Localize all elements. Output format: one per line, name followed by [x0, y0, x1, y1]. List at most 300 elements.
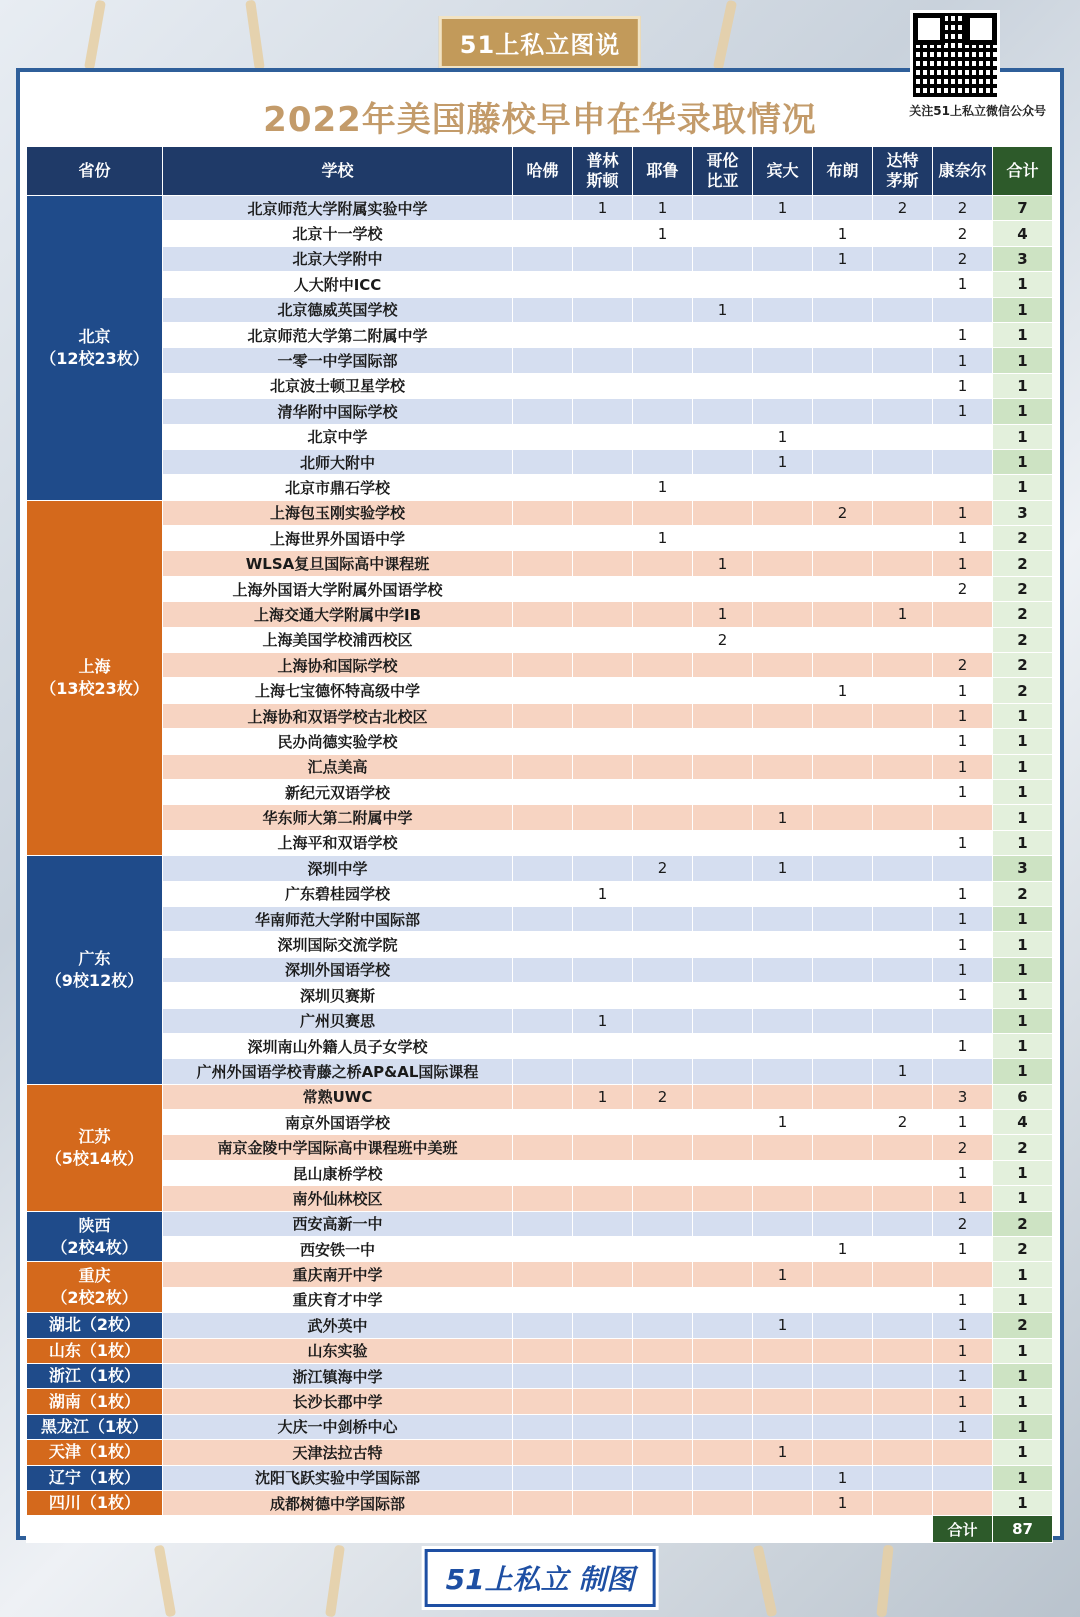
count-cell — [873, 221, 933, 246]
count-cell — [753, 526, 813, 551]
school-name: 民办尚德实验学校 — [163, 729, 513, 754]
count-cell — [513, 1363, 573, 1388]
count-cell — [753, 1389, 813, 1414]
header-province: 省份 — [27, 147, 163, 196]
school-name: 北京德威英国学校 — [163, 297, 513, 322]
background-stick — [84, 0, 106, 70]
count-cell — [753, 754, 813, 779]
count-cell: 1 — [753, 449, 813, 474]
count-cell — [573, 1262, 633, 1287]
count-cell — [573, 272, 633, 297]
province-cell: 浙江（1枚） — [27, 1363, 163, 1388]
count-cell — [573, 1237, 633, 1262]
count-cell — [513, 576, 573, 601]
count-cell — [813, 602, 873, 627]
count-cell — [633, 1160, 693, 1185]
school-name: 上海协和国际学校 — [163, 653, 513, 678]
count-cell — [633, 1008, 693, 1033]
count-cell — [813, 1084, 873, 1109]
count-cell — [633, 424, 693, 449]
count-cell: 1 — [933, 373, 993, 398]
brand-badge-top: 51上私立图说 — [439, 16, 641, 69]
count-cell — [753, 1135, 813, 1160]
row-total: 1 — [993, 830, 1053, 855]
count-cell — [873, 729, 933, 754]
school-name: 西安高新一中 — [163, 1211, 513, 1236]
count-cell: 1 — [933, 881, 993, 906]
count-cell — [573, 475, 633, 500]
count-cell — [873, 322, 933, 347]
count-cell — [873, 932, 933, 957]
count-cell — [513, 1033, 573, 1058]
count-cell — [513, 1110, 573, 1135]
header-cornell: 康奈尔 — [933, 147, 993, 196]
count-cell — [633, 576, 693, 601]
count-cell — [753, 983, 813, 1008]
table-row — [27, 932, 1053, 957]
count-cell — [933, 1465, 993, 1490]
count-cell — [753, 957, 813, 982]
count-cell — [633, 1262, 693, 1287]
table-row — [27, 602, 1053, 627]
count-cell — [813, 906, 873, 931]
count-cell — [753, 1084, 813, 1109]
count-cell — [693, 221, 753, 246]
count-cell — [753, 1237, 813, 1262]
count-cell — [813, 1110, 873, 1135]
count-cell — [573, 1033, 633, 1058]
row-total: 1 — [993, 1008, 1053, 1033]
count-cell — [693, 196, 753, 221]
table-row — [27, 1084, 1053, 1109]
table-row — [27, 576, 1053, 601]
count-cell — [873, 627, 933, 652]
count-cell — [873, 348, 933, 373]
school-name: 深圳贝赛斯 — [163, 983, 513, 1008]
count-cell — [873, 297, 933, 322]
count-cell — [873, 424, 933, 449]
count-cell — [873, 500, 933, 525]
count-cell — [693, 1008, 753, 1033]
count-cell — [693, 1414, 753, 1439]
count-cell — [573, 1465, 633, 1490]
brand-badge-bottom: 51上私立 制图 — [425, 1549, 656, 1607]
school-name: 华南师范大学附中国际部 — [163, 906, 513, 931]
count-cell — [633, 1059, 693, 1084]
table-row — [27, 1389, 1053, 1414]
table-row — [27, 373, 1053, 398]
count-cell — [513, 399, 573, 424]
table-row — [27, 399, 1053, 424]
count-cell: 1 — [693, 551, 753, 576]
count-cell — [573, 1186, 633, 1211]
table-row — [27, 551, 1053, 576]
count-cell — [633, 322, 693, 347]
count-cell — [573, 1110, 633, 1135]
count-cell — [753, 475, 813, 500]
header-penn: 宾大 — [753, 147, 813, 196]
count-cell — [933, 1008, 993, 1033]
count-cell — [633, 678, 693, 703]
row-total: 1 — [993, 1186, 1053, 1211]
table-row — [27, 1313, 1053, 1338]
count-cell — [753, 1490, 813, 1515]
count-cell — [693, 1186, 753, 1211]
school-name: 华东师大第二附属中学 — [163, 805, 513, 830]
school-name: 南京金陵中学国际高中课程班中美班 — [163, 1135, 513, 1160]
school-name: 北京波士顿卫星学校 — [163, 373, 513, 398]
count-cell — [693, 1110, 753, 1135]
count-cell — [873, 272, 933, 297]
count-cell — [633, 399, 693, 424]
count-cell — [633, 1110, 693, 1135]
count-cell — [873, 1186, 933, 1211]
count-cell — [693, 1287, 753, 1312]
count-cell — [513, 1287, 573, 1312]
count-cell — [753, 1033, 813, 1058]
school-name: 上海外国语大学附属外国语学校 — [163, 576, 513, 601]
header-columbia: 哥伦比亚 — [693, 147, 753, 196]
count-cell: 2 — [933, 1135, 993, 1160]
count-cell: 1 — [573, 881, 633, 906]
row-total: 1 — [993, 373, 1053, 398]
table-row — [27, 1033, 1053, 1058]
row-total: 2 — [993, 576, 1053, 601]
count-cell — [753, 729, 813, 754]
count-cell: 2 — [873, 196, 933, 221]
row-total: 2 — [993, 1211, 1053, 1236]
count-cell — [753, 602, 813, 627]
count-cell — [573, 1313, 633, 1338]
count-cell — [573, 1160, 633, 1185]
count-cell — [873, 830, 933, 855]
table-row — [27, 322, 1053, 347]
count-cell — [573, 297, 633, 322]
count-cell — [813, 1033, 873, 1058]
count-cell — [513, 1237, 573, 1262]
count-cell — [633, 881, 693, 906]
count-cell — [753, 1186, 813, 1211]
school-name: 深圳外国语学校 — [163, 957, 513, 982]
count-cell: 1 — [933, 399, 993, 424]
header-total: 合计 — [993, 147, 1053, 196]
count-cell — [633, 1490, 693, 1515]
count-cell — [573, 1440, 633, 1465]
count-cell: 1 — [633, 475, 693, 500]
row-total: 2 — [993, 653, 1053, 678]
school-name: 深圳国际交流学院 — [163, 932, 513, 957]
count-cell — [813, 449, 873, 474]
count-cell: 1 — [753, 1110, 813, 1135]
count-cell: 1 — [933, 1033, 993, 1058]
province-cell: 四川（1枚） — [27, 1490, 163, 1515]
count-cell — [573, 246, 633, 271]
count-cell — [633, 653, 693, 678]
row-total: 2 — [993, 678, 1053, 703]
count-cell — [753, 1059, 813, 1084]
count-cell — [813, 373, 873, 398]
school-name: 北师大附中 — [163, 449, 513, 474]
count-cell — [873, 1033, 933, 1058]
school-name: 天津法拉古特 — [163, 1440, 513, 1465]
count-cell — [693, 1084, 753, 1109]
count-cell — [513, 1414, 573, 1439]
count-cell — [813, 932, 873, 957]
count-cell — [813, 576, 873, 601]
count-cell: 1 — [933, 272, 993, 297]
school-name: 人大附中ICC — [163, 272, 513, 297]
count-cell — [513, 526, 573, 551]
count-cell — [573, 627, 633, 652]
count-cell — [813, 322, 873, 347]
count-cell: 1 — [933, 1363, 993, 1388]
school-name: 北京中学 — [163, 424, 513, 449]
table-row — [27, 881, 1053, 906]
province-cell: 重庆 （2校2枚） — [27, 1262, 163, 1313]
table-row — [27, 500, 1053, 525]
count-cell — [813, 729, 873, 754]
count-cell — [873, 957, 933, 982]
count-cell: 1 — [753, 805, 813, 830]
count-cell — [693, 1262, 753, 1287]
row-total: 3 — [993, 500, 1053, 525]
count-cell — [813, 1414, 873, 1439]
row-total: 1 — [993, 957, 1053, 982]
count-cell — [573, 779, 633, 804]
table-row — [27, 1414, 1053, 1439]
count-cell — [633, 729, 693, 754]
count-cell — [633, 754, 693, 779]
count-cell — [693, 1313, 753, 1338]
count-cell — [933, 602, 993, 627]
count-cell — [633, 1135, 693, 1160]
count-cell — [693, 1160, 753, 1185]
province-cell: 山东（1枚） — [27, 1338, 163, 1363]
count-cell — [753, 348, 813, 373]
table-row — [27, 703, 1053, 728]
count-cell — [693, 526, 753, 551]
row-total: 1 — [993, 449, 1053, 474]
count-cell — [573, 449, 633, 474]
count-cell — [513, 221, 573, 246]
count-cell — [573, 221, 633, 246]
count-cell — [873, 246, 933, 271]
count-cell — [693, 373, 753, 398]
count-cell — [813, 297, 873, 322]
count-cell — [573, 729, 633, 754]
count-cell: 1 — [933, 906, 993, 931]
count-cell — [693, 957, 753, 982]
count-cell — [813, 1262, 873, 1287]
count-cell: 1 — [813, 1465, 873, 1490]
count-cell: 1 — [813, 1237, 873, 1262]
count-cell: 1 — [813, 1490, 873, 1515]
count-cell — [573, 322, 633, 347]
count-cell — [573, 653, 633, 678]
count-cell — [573, 373, 633, 398]
table-row — [27, 1008, 1053, 1033]
count-cell — [573, 805, 633, 830]
count-cell — [693, 805, 753, 830]
header-dartmouth: 达特茅斯 — [873, 147, 933, 196]
background-stick — [713, 0, 737, 70]
count-cell — [933, 1262, 993, 1287]
count-cell — [513, 1490, 573, 1515]
count-cell — [573, 1059, 633, 1084]
table-row — [27, 1135, 1053, 1160]
row-total: 1 — [993, 1363, 1053, 1388]
count-cell: 1 — [933, 348, 993, 373]
count-cell — [573, 424, 633, 449]
count-cell — [753, 678, 813, 703]
count-cell — [753, 627, 813, 652]
school-name: 广东碧桂园学校 — [163, 881, 513, 906]
count-cell — [813, 475, 873, 500]
count-cell — [813, 1363, 873, 1388]
footer-spacer — [27, 1516, 933, 1543]
background-stick — [876, 1545, 893, 1617]
count-cell: 1 — [933, 1237, 993, 1262]
count-cell — [813, 653, 873, 678]
count-cell — [873, 1160, 933, 1185]
count-cell — [753, 551, 813, 576]
count-cell — [753, 703, 813, 728]
count-cell — [513, 1211, 573, 1236]
count-cell — [753, 906, 813, 931]
count-cell — [873, 373, 933, 398]
count-cell — [693, 932, 753, 957]
school-name: 汇点美高 — [163, 754, 513, 779]
count-cell — [573, 1211, 633, 1236]
count-cell: 1 — [753, 856, 813, 881]
count-cell: 1 — [693, 297, 753, 322]
school-name: 长沙长郡中学 — [163, 1389, 513, 1414]
row-total: 1 — [993, 1414, 1053, 1439]
table-row — [27, 1363, 1053, 1388]
count-cell — [633, 805, 693, 830]
count-cell — [933, 297, 993, 322]
count-cell — [693, 1135, 753, 1160]
count-cell — [513, 754, 573, 779]
count-cell — [813, 1440, 873, 1465]
count-cell — [873, 399, 933, 424]
count-cell: 1 — [753, 1440, 813, 1465]
count-cell — [513, 906, 573, 931]
count-cell — [633, 1287, 693, 1312]
count-cell — [693, 1465, 753, 1490]
count-cell — [933, 856, 993, 881]
school-name: 清华附中国际学校 — [163, 399, 513, 424]
table-row — [27, 272, 1053, 297]
count-cell — [693, 1389, 753, 1414]
table-row — [27, 348, 1053, 373]
count-cell — [933, 805, 993, 830]
count-cell — [633, 1465, 693, 1490]
count-cell — [753, 297, 813, 322]
row-total: 4 — [993, 221, 1053, 246]
count-cell — [573, 754, 633, 779]
count-cell — [873, 856, 933, 881]
count-cell — [573, 957, 633, 982]
table-row — [27, 678, 1053, 703]
school-name: 广州外国语学校青藤之桥AP&AL国际课程 — [163, 1059, 513, 1084]
count-cell — [693, 1059, 753, 1084]
qr-code-icon[interactable] — [910, 10, 1000, 100]
count-cell: 2 — [633, 1084, 693, 1109]
count-cell — [513, 602, 573, 627]
count-cell: 1 — [933, 754, 993, 779]
row-total: 1 — [993, 348, 1053, 373]
count-cell — [513, 983, 573, 1008]
school-name: 上海美国学校浦西校区 — [163, 627, 513, 652]
count-cell — [693, 449, 753, 474]
table-row — [27, 653, 1053, 678]
count-cell — [513, 779, 573, 804]
count-cell — [933, 424, 993, 449]
count-cell — [513, 627, 573, 652]
row-total: 1 — [993, 297, 1053, 322]
row-total: 2 — [993, 1237, 1053, 1262]
count-cell — [633, 1414, 693, 1439]
count-cell — [513, 272, 573, 297]
count-cell: 1 — [933, 932, 993, 957]
count-cell — [873, 1465, 933, 1490]
table-header-row — [27, 147, 1053, 196]
admissions-table — [26, 146, 1053, 1543]
count-cell — [573, 932, 633, 957]
count-cell — [573, 906, 633, 931]
table-row — [27, 1490, 1053, 1515]
province-cell: 天津（1枚） — [27, 1440, 163, 1465]
count-cell: 1 — [933, 1160, 993, 1185]
table-row — [27, 1059, 1053, 1084]
count-cell — [753, 272, 813, 297]
count-cell — [513, 424, 573, 449]
count-cell — [573, 551, 633, 576]
count-cell: 2 — [813, 500, 873, 525]
school-name: 一零一中学国际部 — [163, 348, 513, 373]
count-cell — [633, 906, 693, 931]
count-cell — [813, 881, 873, 906]
count-cell — [693, 830, 753, 855]
count-cell — [873, 526, 933, 551]
province-cell: 北京 （12校23枚） — [27, 196, 163, 501]
count-cell — [633, 932, 693, 957]
table-row — [27, 1440, 1053, 1465]
count-cell — [633, 983, 693, 1008]
count-cell — [513, 297, 573, 322]
school-name: 重庆育才中学 — [163, 1287, 513, 1312]
count-cell — [873, 1084, 933, 1109]
school-name: 深圳南山外籍人员子女学校 — [163, 1033, 513, 1058]
table-row — [27, 627, 1053, 652]
count-cell — [813, 348, 873, 373]
row-total: 4 — [993, 1110, 1053, 1135]
table-row — [27, 856, 1053, 881]
count-cell — [813, 1287, 873, 1312]
count-cell — [933, 627, 993, 652]
province-cell: 湖南（1枚） — [27, 1389, 163, 1414]
table-row — [27, 246, 1053, 271]
count-cell — [573, 526, 633, 551]
row-total: 1 — [993, 805, 1053, 830]
count-cell — [873, 1389, 933, 1414]
header-harvard: 哈佛 — [513, 147, 573, 196]
count-cell — [633, 830, 693, 855]
grand-total-label: 合计 — [933, 1516, 993, 1543]
table-row — [27, 1160, 1053, 1185]
table-row — [27, 1338, 1053, 1363]
